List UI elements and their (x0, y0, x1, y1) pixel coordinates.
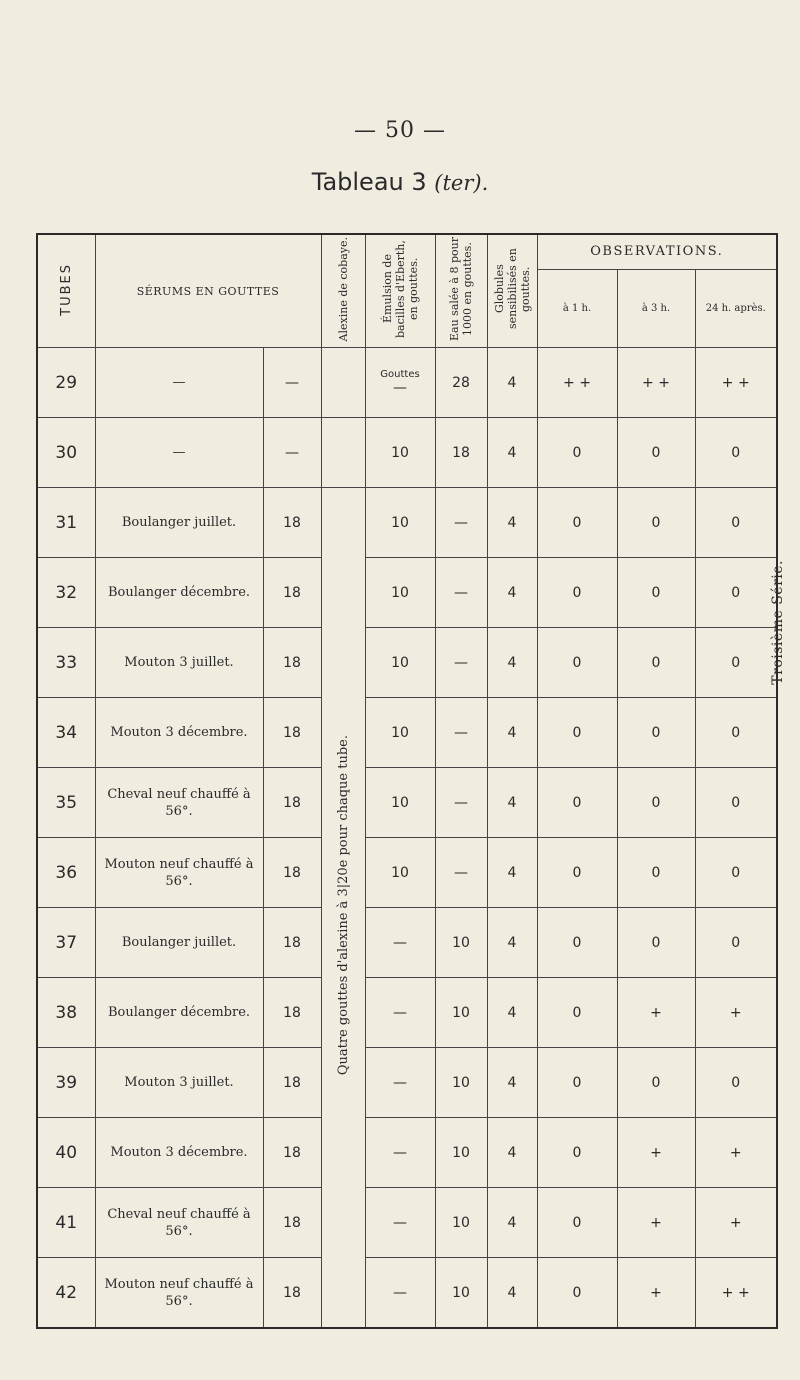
obs-3h-cell: + + (617, 348, 695, 418)
obs-1h-cell: 0 (537, 418, 617, 488)
serum-cell: Boulanger juillet. (95, 908, 263, 978)
obs-1h-cell: 0 (537, 1188, 617, 1258)
emulsion-cell: — (365, 1188, 435, 1258)
obs-24h-cell: 0 (695, 418, 777, 488)
serum-qty-cell: 18 (263, 488, 321, 558)
obs-24h-cell: 0 (695, 1048, 777, 1118)
serum-qty-cell: 18 (263, 1118, 321, 1188)
serum-cell: Boulanger juillet. (95, 488, 263, 558)
header-globules: Globules sensibilisés en gouttes. (487, 234, 537, 348)
header-obs-1h: à 1 h. (537, 269, 617, 347)
emulsion-cell: — (365, 908, 435, 978)
eau-cell: — (435, 768, 487, 838)
serum-qty-cell: 18 (263, 1188, 321, 1258)
obs-24h-cell: 0 (695, 908, 777, 978)
title-main: Tableau 3 (311, 168, 427, 196)
header-tubes: TUBES (37, 234, 95, 348)
obs-24h-cell: 0 (695, 838, 777, 908)
tube-cell: 29 (37, 348, 95, 418)
obs-24h-cell: + (695, 978, 777, 1048)
header-row (37, 234, 777, 269)
table-row (37, 628, 777, 698)
obs-1h-cell: + + (537, 348, 617, 418)
serum-cell: Mouton 3 juillet. (95, 1048, 263, 1118)
globules-cell: 4 (487, 978, 537, 1048)
tube-cell: 40 (37, 1118, 95, 1188)
alexine-cell (321, 418, 365, 488)
header-obs-24h: 24 h. après. (695, 269, 777, 347)
serum-cell: — (95, 418, 263, 488)
globules-cell: 4 (487, 1048, 537, 1118)
obs-3h-cell: 0 (617, 488, 695, 558)
tube-cell: 36 (37, 838, 95, 908)
table-row (37, 1048, 777, 1118)
header-emulsion: Émulsion de bacilles d'Eberth, en gouttes. (365, 234, 435, 348)
tube-cell: 35 (37, 768, 95, 838)
serum-cell: Mouton 3 décembre. (95, 1118, 263, 1188)
serum-cell: Mouton 3 juillet. (95, 628, 263, 698)
obs-1h-cell: 0 (537, 978, 617, 1048)
obs-3h-cell: + (617, 978, 695, 1048)
alexine-merged-cell: Quatre gouttes d'alexine à 3|20e pour chaque tube. (321, 488, 365, 1329)
emulsion-cell: — (365, 1258, 435, 1329)
obs-1h-cell: 0 (537, 558, 617, 628)
eau-cell: — (435, 488, 487, 558)
obs-3h-cell: 0 (617, 838, 695, 908)
eau-cell: 10 (435, 908, 487, 978)
serum-qty-cell: 18 (263, 558, 321, 628)
tube-cell: 41 (37, 1188, 95, 1258)
obs-1h-cell: 0 (537, 768, 617, 838)
table-row (37, 838, 777, 908)
obs-24h-cell: + + (695, 1258, 777, 1329)
header-eau: Eau salée à 8 pour 1000 en gouttes. (435, 234, 487, 348)
series-label: Troisième Série. (770, 560, 786, 685)
table-row (37, 1258, 777, 1329)
obs-3h-cell: 0 (617, 558, 695, 628)
obs-3h-cell: + (617, 1118, 695, 1188)
tube-cell: 31 (37, 488, 95, 558)
results-table (36, 233, 778, 1329)
serum-cell: Cheval neuf chauffé à 56°. (95, 768, 263, 838)
serum-cell: Mouton neuf chauffé à 56°. (95, 838, 263, 908)
header-serums: SÉRUMS EN GOUTTES (95, 234, 321, 348)
gouttes-label: Gouttes (380, 369, 420, 380)
globules-cell: 4 (487, 908, 537, 978)
obs-24h-cell: 0 (695, 558, 777, 628)
obs-1h-cell: 0 (537, 628, 617, 698)
obs-24h-cell: + (695, 1118, 777, 1188)
obs-24h-cell: 0 (695, 628, 777, 698)
serum-cell: Boulanger décembre. (95, 978, 263, 1048)
globules-cell: 4 (487, 348, 537, 418)
obs-1h-cell: 0 (537, 908, 617, 978)
emulsion-cell: — (365, 1048, 435, 1118)
table-row (37, 418, 777, 488)
serum-qty-cell: 18 (263, 628, 321, 698)
obs-1h-cell: 0 (537, 1118, 617, 1188)
eau-cell: 10 (435, 1258, 487, 1329)
eau-cell: — (435, 558, 487, 628)
eau-cell: 10 (435, 1118, 487, 1188)
serum-qty-cell: — (263, 418, 321, 488)
globules-cell: 4 (487, 1258, 537, 1329)
obs-3h-cell: 0 (617, 418, 695, 488)
obs-1h-cell: 0 (537, 838, 617, 908)
eau-cell: 10 (435, 1048, 487, 1118)
obs-3h-cell: + (617, 1258, 695, 1329)
globules-cell: 4 (487, 1188, 537, 1258)
tube-cell: 38 (37, 978, 95, 1048)
obs-24h-cell: + (695, 1188, 777, 1258)
emulsion-cell: 10 (365, 418, 435, 488)
emulsion-value: — (393, 380, 407, 396)
tube-cell: 39 (37, 1048, 95, 1118)
obs-3h-cell: + (617, 1188, 695, 1258)
obs-1h-cell: 0 (537, 488, 617, 558)
obs-24h-cell: 0 (695, 698, 777, 768)
obs-1h-cell: 0 (537, 1048, 617, 1118)
serum-qty-cell: 18 (263, 1048, 321, 1118)
emulsion-cell: 10 (365, 838, 435, 908)
tube-cell: 30 (37, 418, 95, 488)
table-row (37, 488, 777, 558)
serum-cell: Boulanger décembre. (95, 558, 263, 628)
table-row (37, 1118, 777, 1188)
tube-cell: 42 (37, 1258, 95, 1329)
globules-cell: 4 (487, 698, 537, 768)
table-row (37, 1188, 777, 1258)
eau-cell: 18 (435, 418, 487, 488)
eau-cell: — (435, 628, 487, 698)
eau-cell: 10 (435, 978, 487, 1048)
serum-qty-cell: 18 (263, 1258, 321, 1329)
globules-cell: 4 (487, 838, 537, 908)
tube-cell: 37 (37, 908, 95, 978)
emulsion-cell: 10 (365, 698, 435, 768)
alexine-cell (321, 348, 365, 418)
globules-cell: 4 (487, 488, 537, 558)
emulsion-cell: 10 (365, 768, 435, 838)
obs-1h-cell: 0 (537, 1258, 617, 1329)
serum-cell: Cheval neuf chauffé à 56°. (95, 1188, 263, 1258)
obs-1h-cell: 0 (537, 698, 617, 768)
emulsion-cell: 10 (365, 558, 435, 628)
globules-cell: 4 (487, 628, 537, 698)
obs-24h-cell: 0 (695, 488, 777, 558)
obs-3h-cell: 0 (617, 768, 695, 838)
globules-cell: 4 (487, 558, 537, 628)
tube-cell: 34 (37, 698, 95, 768)
table-row (37, 768, 777, 838)
globules-cell: 4 (487, 418, 537, 488)
header-obs-3h: à 3 h. (617, 269, 695, 347)
serum-qty-cell: 18 (263, 768, 321, 838)
obs-3h-cell: 0 (617, 628, 695, 698)
serum-qty-cell: 18 (263, 838, 321, 908)
table-row (37, 348, 777, 418)
serum-qty-cell: 18 (263, 908, 321, 978)
table-row (37, 978, 777, 1048)
obs-3h-cell: 0 (617, 1048, 695, 1118)
page-title (0, 168, 800, 196)
serum-qty-cell: — (263, 348, 321, 418)
globules-cell: 4 (487, 1118, 537, 1188)
obs-24h-cell: 0 (695, 768, 777, 838)
obs-3h-cell: 0 (617, 698, 695, 768)
globules-cell: 4 (487, 768, 537, 838)
tube-cell: 33 (37, 628, 95, 698)
serum-cell: Mouton neuf chauffé à 56°. (95, 1258, 263, 1329)
emulsion-cell: 10 (365, 628, 435, 698)
eau-cell: — (435, 838, 487, 908)
serum-cell: — (95, 348, 263, 418)
page-number: — 50 — (354, 118, 446, 143)
emulsion-cell (365, 348, 435, 418)
serum-cell: Mouton 3 décembre. (95, 698, 263, 768)
obs-24h-cell: + + (695, 348, 777, 418)
emulsion-cell: — (365, 1118, 435, 1188)
emulsion-cell: — (365, 978, 435, 1048)
emulsion-cell: 10 (365, 488, 435, 558)
eau-cell: 10 (435, 1188, 487, 1258)
title-suffix: (ter). (434, 171, 489, 195)
obs-3h-cell: 0 (617, 908, 695, 978)
table-row (37, 558, 777, 628)
serum-qty-cell: 18 (263, 698, 321, 768)
table-row (37, 698, 777, 768)
eau-cell: — (435, 698, 487, 768)
header-observations: OBSERVATIONS. (537, 234, 777, 269)
serum-qty-cell: 18 (263, 978, 321, 1048)
eau-cell: 28 (435, 348, 487, 418)
table-row (37, 908, 777, 978)
header-alexine: Alexine de cobaye. (321, 234, 365, 348)
tube-cell: 32 (37, 558, 95, 628)
